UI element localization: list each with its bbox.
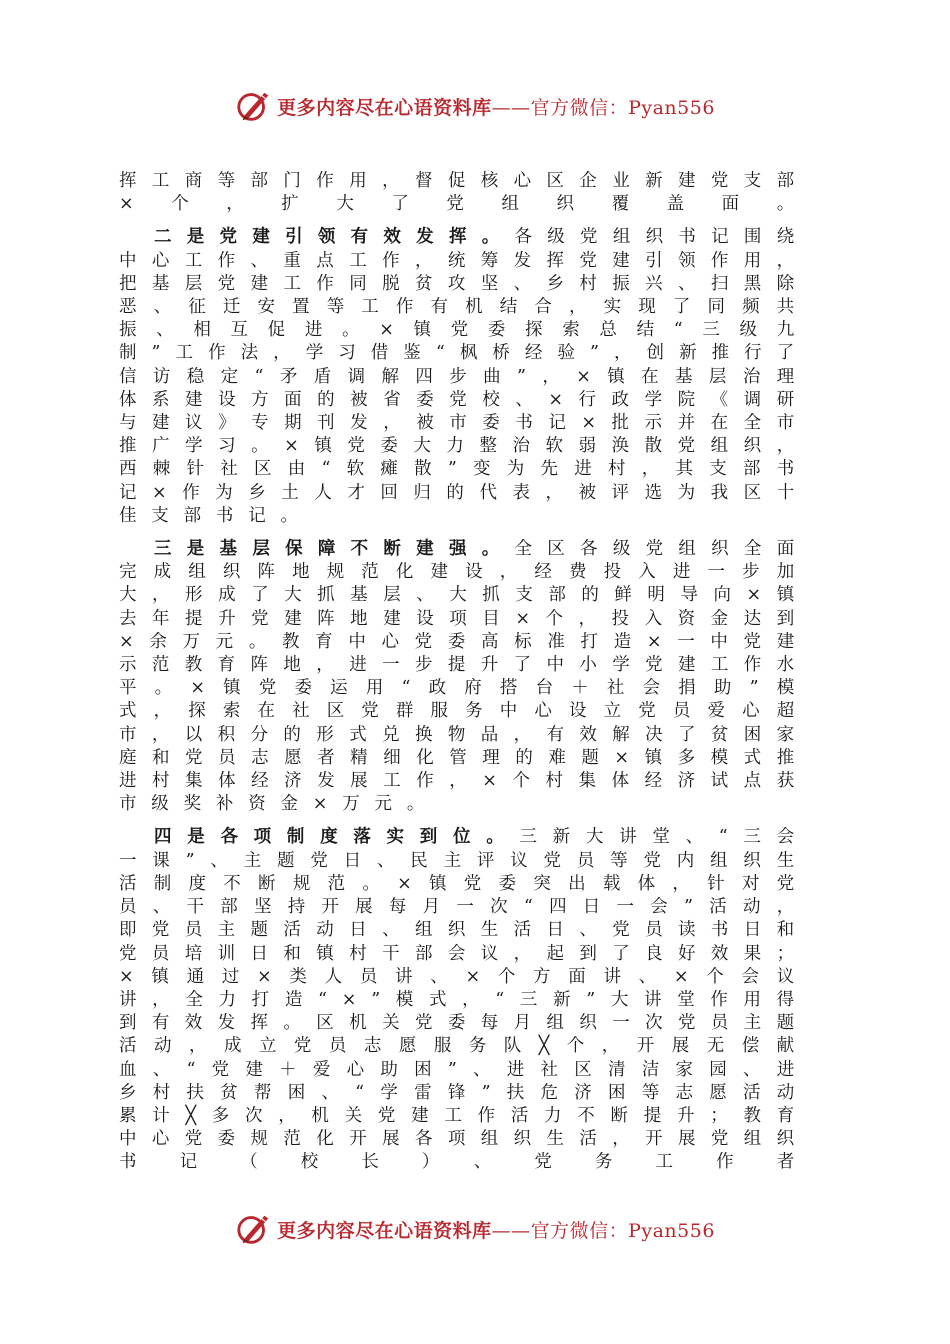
banner-wechat: 官方微信：Pyan556: [530, 1219, 715, 1242]
banner-brand: 更多内容尽在心语资料库: [277, 96, 492, 119]
document-body: [119, 170, 809, 1185]
paragraph-text: 各级党组织书记围绕中心工作、重点工作，统筹发挥党建引领作用，把基层党建工作同脱贫攻坚、乡村振兴、扫黑除恶、征迁安置等工作有机结合，实现了同频共振、相互促进。×镇党委探索总结“三级九制”工作法，学习借鉴“枫桥经验”，创新推行了信访稳定“矛盾调解四步曲”，×镇在基层治理体系建设方面的被省委党校、×行政学院《调研与建议》专期刊发，被市委书记×批示并在全市推广学习。×镇党委大力整治软弱涣散党组织，西棘针社区由“软瘫散”变为先进村，其支部书记×作为乡土人才回归的代表，被评选为我区十佳支部书记。: [119, 227, 809, 526]
banner-dash: ——: [491, 1219, 531, 1242]
paragraph-heading: 四是各项制度落实到位。: [154, 827, 520, 848]
banner-brand: 更多内容尽在心语资料库: [277, 1219, 492, 1242]
pen-logo-icon: [235, 1210, 273, 1248]
paragraph-systems: [119, 826, 809, 1174]
paragraph-continued: [119, 170, 809, 216]
paragraph-party-building: [119, 226, 809, 528]
paragraph-text: 全区各级党组织全面完成组织阵地规范化建设，经费投入进一步加大，形成了大抓基层、大抓支部的鲜明导向×镇去年提升党建阵地建设项目×个，投入资金达到×余万元。教育中心党委高标准打造×一中党建示范教育阵地，进一步提升了中小学党建工作水平。×镇党委运用“政府搭台＋社会捐助”模式，探索在社区党群服务中心设立党员爱心超市，以积分的形式兑换物品，有效解决了贫困家庭和党员志愿者精细化管理的难题×镇多模式推进村集体经济发展工作，×个村集体经济试点获市级奖补资金×万元。: [119, 539, 809, 815]
paragraph-heading: 三是基层保障不断建强。: [154, 539, 515, 560]
banner-wechat: 官方微信：Pyan556: [530, 96, 715, 119]
paragraph-grassroots: [119, 538, 809, 816]
banner-dash: ——: [491, 96, 531, 119]
header-banner: [0, 84, 950, 128]
footer-banner: [0, 1207, 950, 1251]
paragraph-text: 三新大讲堂、“三会一课”、主题党日、民主评议党员等党内组织生活制度不断规范。×镇党委突出载体，针对党员、干部坚持开展每月一次“四日一会”活动，即党员主题活动日、组织生活日、党员读书日和党员培训日和镇村干部会议，起到了良好效果；×镇通过×类人员讲、×个方面讲、×个会议讲，全力打造“×”模式，“三新”大讲堂作用得到有效发挥。区机关党委每月组织一次党员主题活动，成立党员志愿服务队╳个，开展无偿献血、“党建＋爱心助困”、进社区清洁家园、进乡村扶贫帮困、“学雷锋”扶危济困等志愿活动累计╳多次，机关党建工作活力不断提升；教育中心党委规范化开展各项组织生活，开展党组织书记（校长）、党务工作者: [119, 827, 809, 1173]
pen-logo-icon: [235, 87, 273, 125]
paragraph-heading: 二是党建引领有效发挥。: [154, 227, 515, 248]
paragraph-text: 挥工商等部门作用，督促核心区企业新建党支部×个，扩大了党组织覆盖面。: [119, 171, 809, 215]
